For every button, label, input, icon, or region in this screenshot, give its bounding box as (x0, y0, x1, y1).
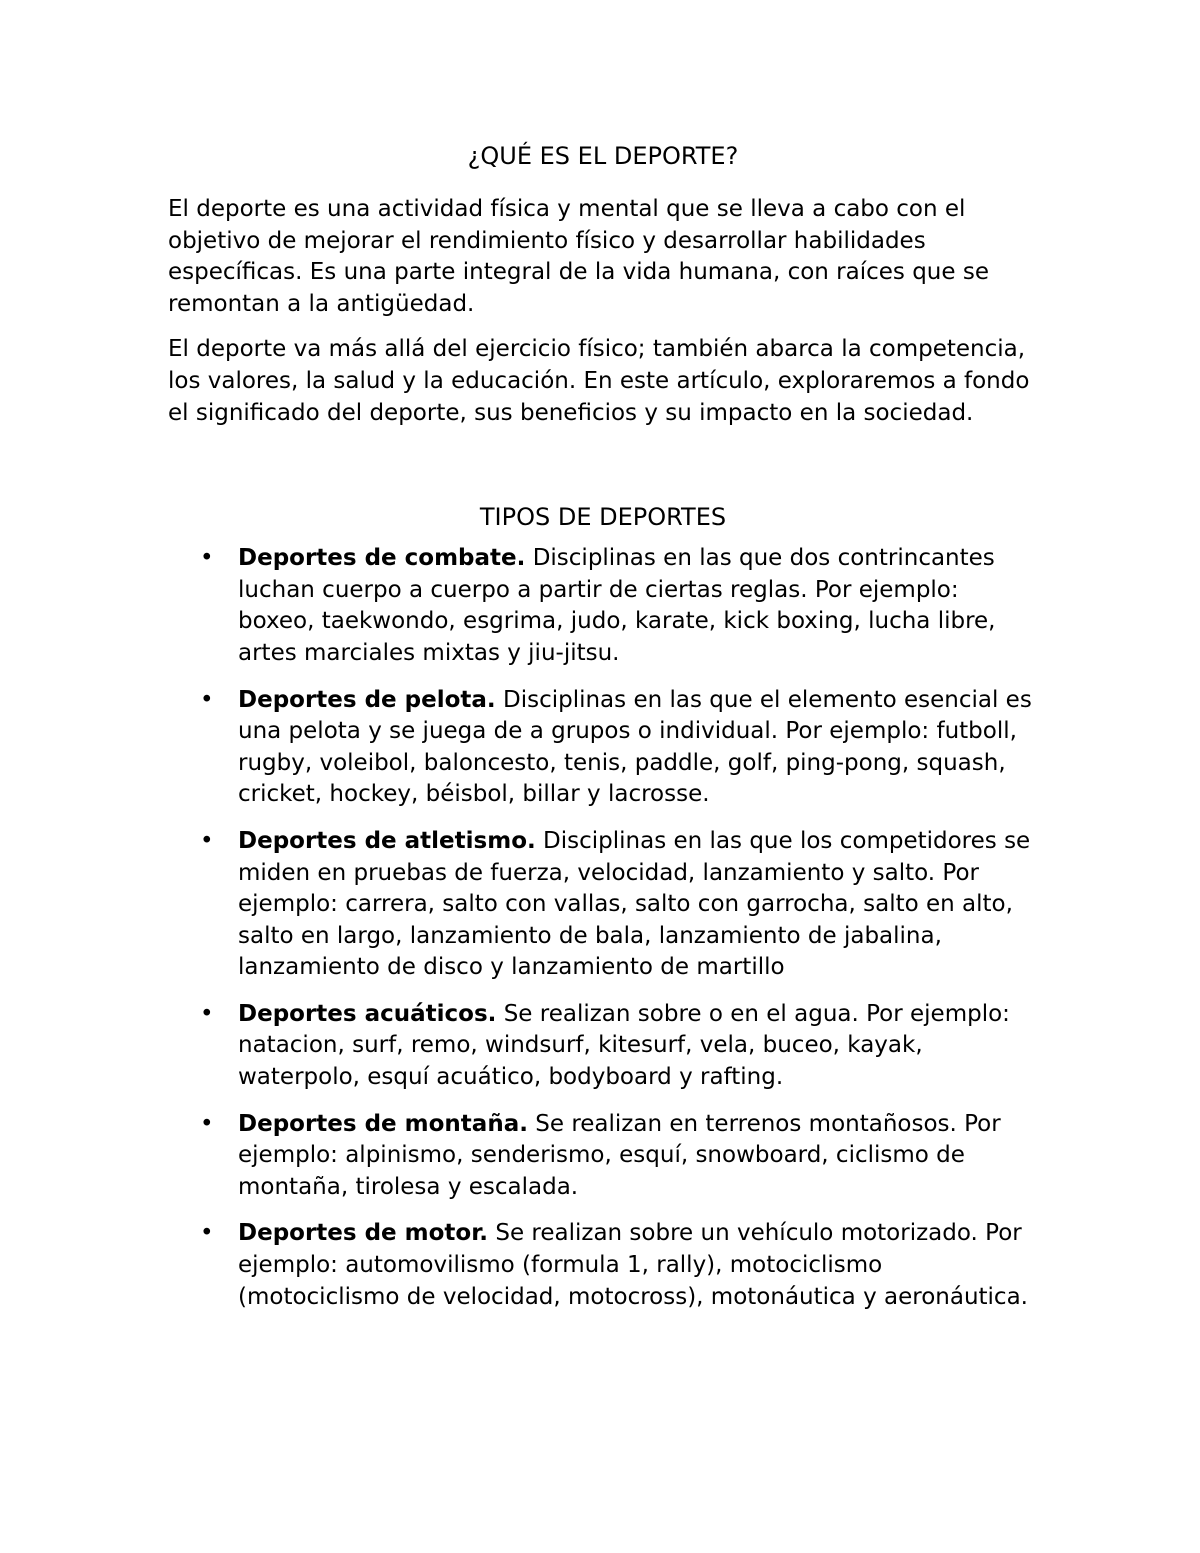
list-item-term: Deportes acuáticos. (238, 1000, 497, 1027)
list-item-term: Deportes de pelota. (238, 686, 496, 713)
bullet-icon: • (200, 1110, 214, 1137)
sport-types-list (168, 543, 1038, 1313)
list-item-pelota (168, 685, 1038, 811)
section-title-tipos: TIPOS DE DEPORTES (479, 503, 727, 532)
list-item-motor (168, 1218, 1038, 1313)
list-item-term: Deportes de motor. (238, 1220, 489, 1247)
bullet-icon: • (200, 827, 214, 854)
list-item-atletismo (168, 826, 1038, 984)
list-item-montana (168, 1109, 1038, 1204)
list-item-text: Disciplinas en las que el elemento esencial es una pelota y se juega de a grupos o individual. Por ejemplo: futboll, rugby, voleibol, baloncesto, tenis, paddle, golf, ping-pong, squash, cricket, hockey, béisbol, billar y lacrosse. (238, 686, 1032, 808)
paragraph: El deporte es una actividad física y mental que se lleva a cabo con el objetivo de mejorar el rendimiento físico y desarrollar habilidades específicas. Es una parte integral de la vida humana, con raíces que se remontan a la antigüedad. (168, 196, 989, 317)
list-item-acuaticos (168, 999, 1038, 1094)
list-item-text: Se realizan sobre o en el agua. Por ejemplo: natacion, surf, remo, windsurf, kitesurf, vela, buceo, kayak, waterpolo, esquí acuático, bodyboard y rafting. (238, 1000, 1010, 1091)
list-item-text: Se realizan en terrenos montañosos. Por ejemplo: alpinismo, senderismo, esquí, snowboard, ciclismo de montaña, tirolesa y escalada. (238, 1110, 1001, 1200)
bullet-icon: • (200, 1000, 214, 1027)
bullet-icon: • (200, 1220, 214, 1247)
list-item-term: Deportes de montaña. (238, 1110, 528, 1137)
bullet-icon: • (200, 686, 214, 713)
document-page (168, 138, 1038, 1328)
list-item-term: Deportes de atletismo. (238, 827, 536, 854)
section-title-que-es: ¿QUÉ ES EL DEPORTE? (467, 142, 739, 170)
list-item-text: Disciplinas en las que dos contrincantes luchan cuerpo a cuerpo a partir de ciertas reglas. Por ejemplo: boxeo, taekwondo, esgrima, judo, karate, kick boxing, lucha libre, artes marciales mixtas y jiu-jitsu. (238, 545, 996, 666)
list-item-combate (168, 543, 1038, 669)
bullet-icon: • (200, 545, 214, 572)
list-item-text: Se realizan sobre un vehículo motorizado. Por ejemplo: automovilismo (formula 1, rally), motociclismo (motociclismo de velocidad, motocross), motonáutica y aeronáutica. (238, 1220, 1028, 1310)
paragraph: El deporte va más allá del ejercicio físico; también abarca la competencia, los valores, la salud y la educación. En este artículo, exploraremos a fondo el significado del deporte, sus beneficios y su impacto en la sociedad. (168, 336, 1030, 426)
list-item-term: Deportes de combate. (238, 545, 526, 572)
list-item-text: Disciplinas en las que los competidores se miden en pruebas de fuerza, velocidad, lanzamiento y salto. Por ejemplo: carrera, salto con vallas, salto con garrocha, salto en alto, salto en largo, lanzamiento de bala, lanzamiento de jabalina, lanzamiento de disco y lanzamiento de martillo (238, 827, 1031, 981)
